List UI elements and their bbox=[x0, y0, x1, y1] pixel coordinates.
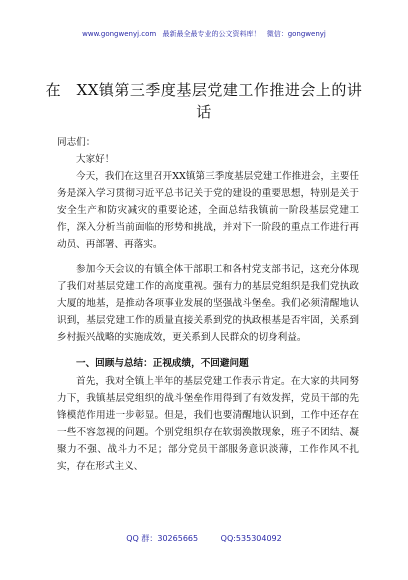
header-bar bbox=[0, 29, 408, 39]
qq-contact: QQ:535304092 bbox=[220, 534, 282, 543]
paragraph-greeting: 大家好！ bbox=[76, 154, 115, 165]
wechat-id: 微信：gongwenyj bbox=[266, 30, 326, 38]
footer-bar bbox=[0, 533, 408, 544]
paragraph-intro: 今天，我们在这里召开XX镇第三季度基层党建工作推进会，主要任务是深入学习贯彻习近平总书记关于党的建设的重要思想，特别是关于安全生产和防灾减灾的重要论述，全面总结我镇前一阶段基层党建工作，深入分析当前面临的形势和挑战，并对下一阶段的重点工作进行再动员、再部署、再落实。 bbox=[57, 171, 359, 251]
paragraph-attendance: 参加今天会议的有镇全体干部职工和各村党支部书记，这充分体现了我们对基层党建工作的高度重视。强有力的基层党组织是我们党执政大厦的地基，是推动各项事业发展的坚强战斗堡垒。我们必须清醒地认识到，基层党建工作的质量直接关系到党的执政根基是否牢固，关系到乡村振兴战略的实施成效，更关系到人民群众的切身利益。 bbox=[57, 264, 359, 344]
document-title: 在 XX镇第三季度基层党建工作推进会上的讲话 bbox=[45, 81, 363, 121]
paragraph-review: 首先，我对全镇上半年的基层党建工作表示肯定。在大家的共同努力下，我镇基层党组织的战斗堡垒作用得到了有效发挥，党员干部的先锋模范作用进一步彰显。但是，我们也要清醒地认识到，工作中还存在一些不容忽视的问题。个别党组织存在软弱涣散现象，班子不团结、凝聚力不强、战斗力不足；部分党员干部服务意识淡薄，工作作风不扎实，存在形式主义、 bbox=[57, 376, 359, 473]
site-url[interactable]: www.gongwenyj.com bbox=[82, 30, 157, 38]
salutation: 同志们： bbox=[57, 137, 96, 148]
site-slogan: 最新最全最专业的公文资料库！ bbox=[162, 30, 261, 38]
section-heading: 一、回顾与总结：正视成绩，不回避问题 bbox=[76, 358, 249, 369]
qq-group: QQ 群：30265665 bbox=[126, 534, 199, 543]
